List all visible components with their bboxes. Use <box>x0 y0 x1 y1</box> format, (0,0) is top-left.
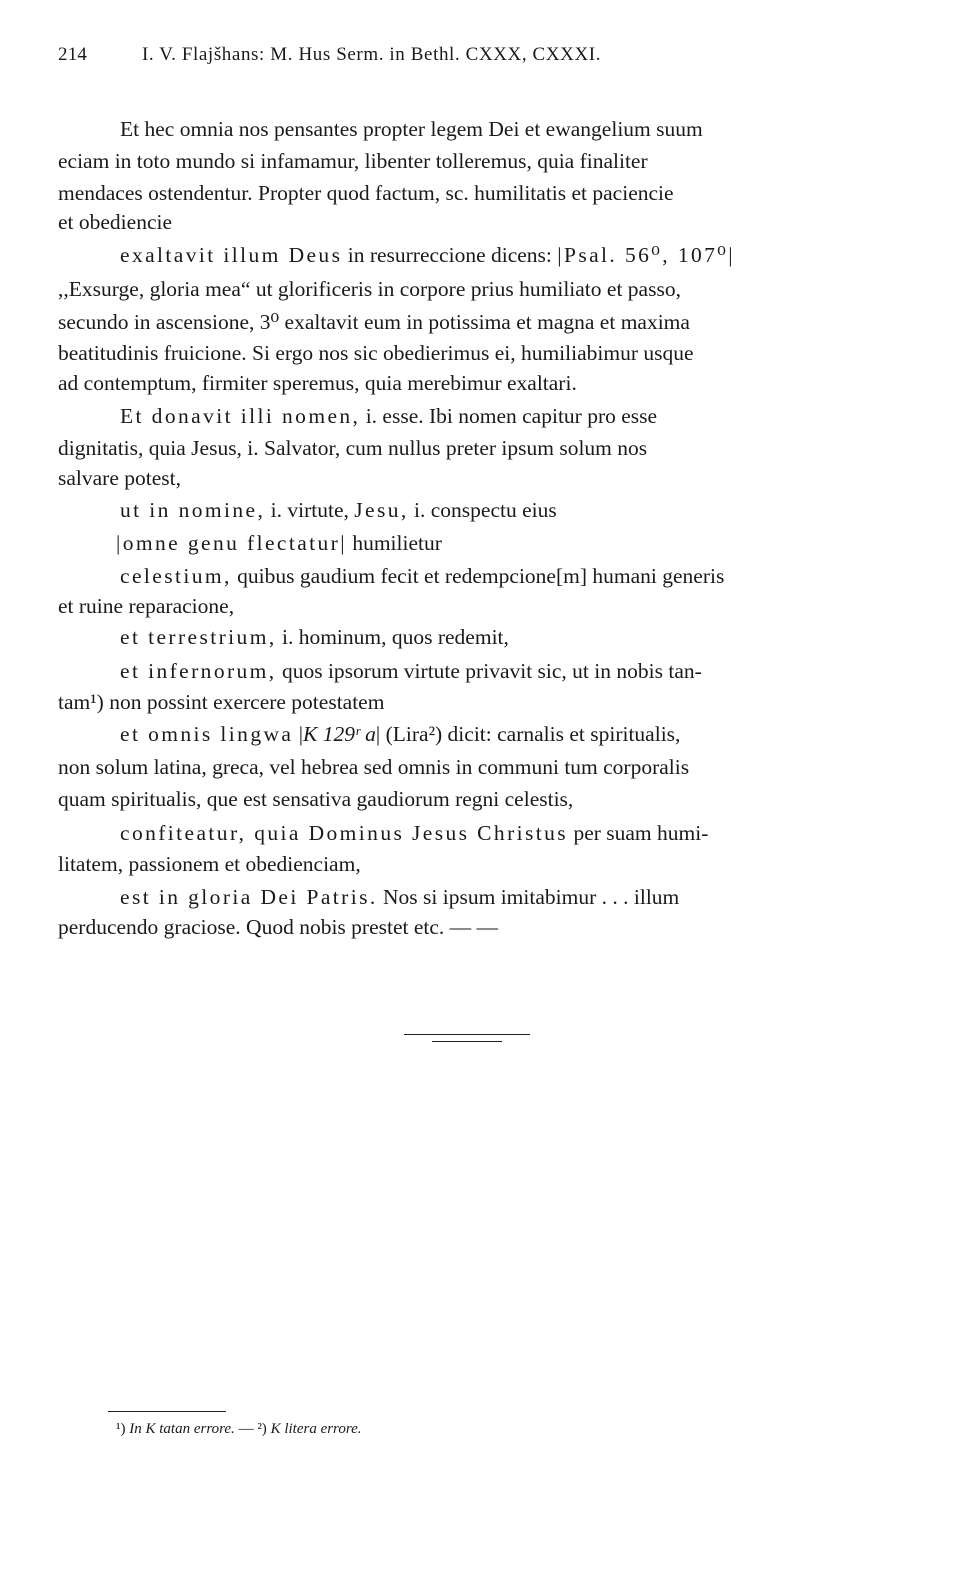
text-line: ,,Exsurge, gloria mea“ ut glorificeris in corpore prius humiliato et passo, <box>58 277 681 301</box>
text-line: beatitudinis fruicione. Si ergo nos sic obedierimus ei, humiliabimur usque <box>58 341 694 365</box>
footnotes: ¹) In K tatan errore. — ²) K litera errore. <box>116 1421 362 1437</box>
text-line: eciam in toto mundo si infamamur, libenter tolleremus, quia finaliter <box>58 149 648 173</box>
footnote-1-marker: ¹) <box>116 1421 126 1437</box>
text-line: litatem, passionem et obedienciam, <box>58 852 361 876</box>
page-number: 214 <box>58 44 88 65</box>
text-line: et infernorum, quos ipsorum virtute privavit sic, ut in nobis tan- <box>120 659 702 683</box>
spaced-quote: Jesu, <box>354 498 409 522</box>
section-end-rule <box>432 1041 502 1042</box>
text-line: ad contemptum, firmiter speremus, quia merebimur exaltari. <box>58 371 577 395</box>
text-line: exaltavit illum Deus in resurreccione dicens: |Psal. 56⁰, 107⁰| <box>120 243 736 267</box>
text-line: tam¹) non possint exercere potestatem <box>58 690 385 714</box>
text-line: et terrestrium, i. hominum, quos redemit, <box>120 625 509 649</box>
text-line: secundo in ascensione, 3⁰ exaltavit eum in potissima et magna et maxima <box>58 310 690 334</box>
text-line: est in gloria Dei Patris. Nos si ipsum imitabimur . . . illum <box>120 885 680 909</box>
text-line: confiteatur, quia Dominus Jesus Christus per suam humi- <box>120 821 709 845</box>
spaced-quote: et omnis lingwa <box>120 722 294 746</box>
running-title: I. V. Flajšhans: M. Hus Serm. in Bethl. CXXX, CXXXI. <box>142 44 602 65</box>
footnote-separator <box>108 1411 226 1412</box>
text-line: quam spiritualis, que est sensativa gaudiorum regni celestis, <box>58 787 574 811</box>
text-line: non solum latina, greca, vel hebrea sed omnis in communi tum corporalis <box>58 755 690 779</box>
text-line: celestium, quibus gaudium fecit et redempcione[m] humani generis <box>120 564 725 588</box>
text-line: ut in nomine, i. virtute, Jesu, i. conspectu eius <box>120 498 557 522</box>
spaced-quote: ut in nomine, <box>120 498 266 522</box>
spaced-quote: et terrestrium, <box>120 625 277 649</box>
spaced-quote: Et donavit illi nomen, <box>120 404 361 428</box>
spaced-quote: est in gloria Dei Patris. <box>120 885 378 909</box>
text-line: mendaces ostendentur. Propter quod factum, sc. humilitatis et paciencie <box>58 181 674 205</box>
spaced-quote: et infernorum, <box>120 659 277 683</box>
running-header <box>58 44 898 74</box>
text-line: et obediencie <box>58 210 173 234</box>
spaced-quote: celestium, <box>120 564 232 588</box>
text-line: et omnis lingwa |K 129ʳ a| (Lira²) dicit: carnalis et spiritualis, <box>120 722 681 746</box>
text-line: salvare potest, <box>58 466 181 490</box>
text-line: Et hec omnia nos pensantes propter legem Dei et ewangelium suum <box>120 117 703 141</box>
spaced-quote: exaltavit illum Deus <box>120 243 343 267</box>
text-line: |omne genu flectatur| humilietur <box>116 531 442 555</box>
text-line: et ruine reparacione, <box>58 594 235 618</box>
section-end-rule <box>404 1034 530 1035</box>
psalm-reference: |Psal. 56⁰, 107⁰| <box>557 243 736 267</box>
text-line: Et donavit illi nomen, i. esse. Ibi nomen capitur pro esse <box>120 404 658 428</box>
manuscript-folio-mark: K 129ʳ a <box>303 722 376 746</box>
footnote-2-text: K litera errore. <box>270 1421 362 1437</box>
spaced-quote: confiteatur, quia Dominus Jesus Christus <box>120 821 569 845</box>
footnote-1-text: In K tatan errore. <box>129 1421 235 1437</box>
spaced-quote: |omne genu flectatur| <box>116 531 347 555</box>
footnote-2-marker: ²) <box>257 1421 267 1437</box>
text-line: perducendo graciose. Quod nobis prestet etc. — — <box>58 915 499 939</box>
text-line: dignitatis, quia Jesus, i. Salvator, cum nullus preter ipsum solum nos <box>58 436 648 460</box>
